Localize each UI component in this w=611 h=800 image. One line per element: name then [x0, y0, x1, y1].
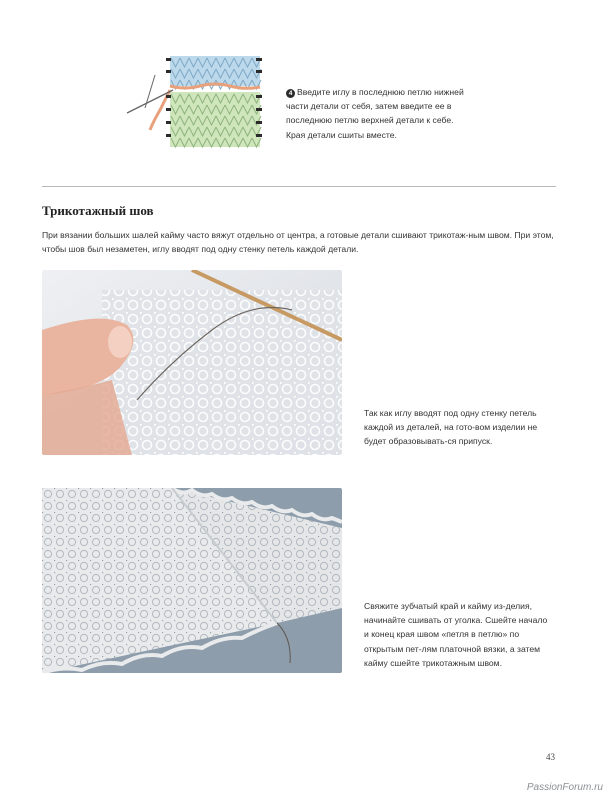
step-number-badge: 4 [286, 89, 295, 98]
photo-sewing-lace [42, 270, 342, 455]
section-divider [42, 186, 556, 187]
knitting-diagram [125, 50, 265, 155]
knitting-diagram-svg [125, 50, 265, 155]
page-number: 43 [546, 752, 555, 762]
caption-photo-2: Свяжите зубчатый край и кайму из-делия, начинайте сшивать от уголка. Сшейте начало и конец края швом «петля в петлю» по открытым пет-лям платочной вязки, а затем кайму сшейте трикотажным швом. [364, 601, 548, 668]
step-4-body: Введите иглу в последнюю петлю нижней части детали от себя, затем введите ее в последнюю петлю верхней детали к себе. Края детали сшиты вместе. [286, 87, 464, 140]
section-intro: При вязании больших шалей кайму часто вяжут отдельно от центра, а готовые детали сшивают трикотаж-ным швом. При этом, чтобы шов был незаметен, иглу вводят под одну стенку петель каждой детали. [42, 230, 554, 255]
caption-photo-1: Так как иглу вводят под одну стенку петель каждой из деталей, на гото-вом изделии не будет образовывать-ся припуск. [364, 408, 538, 447]
photo-shawl-corner [42, 488, 342, 673]
watermark: PassionForum.ru [526, 782, 603, 793]
section-heading: Трикотажный шов [42, 203, 154, 218]
step-4-text [286, 85, 466, 142]
